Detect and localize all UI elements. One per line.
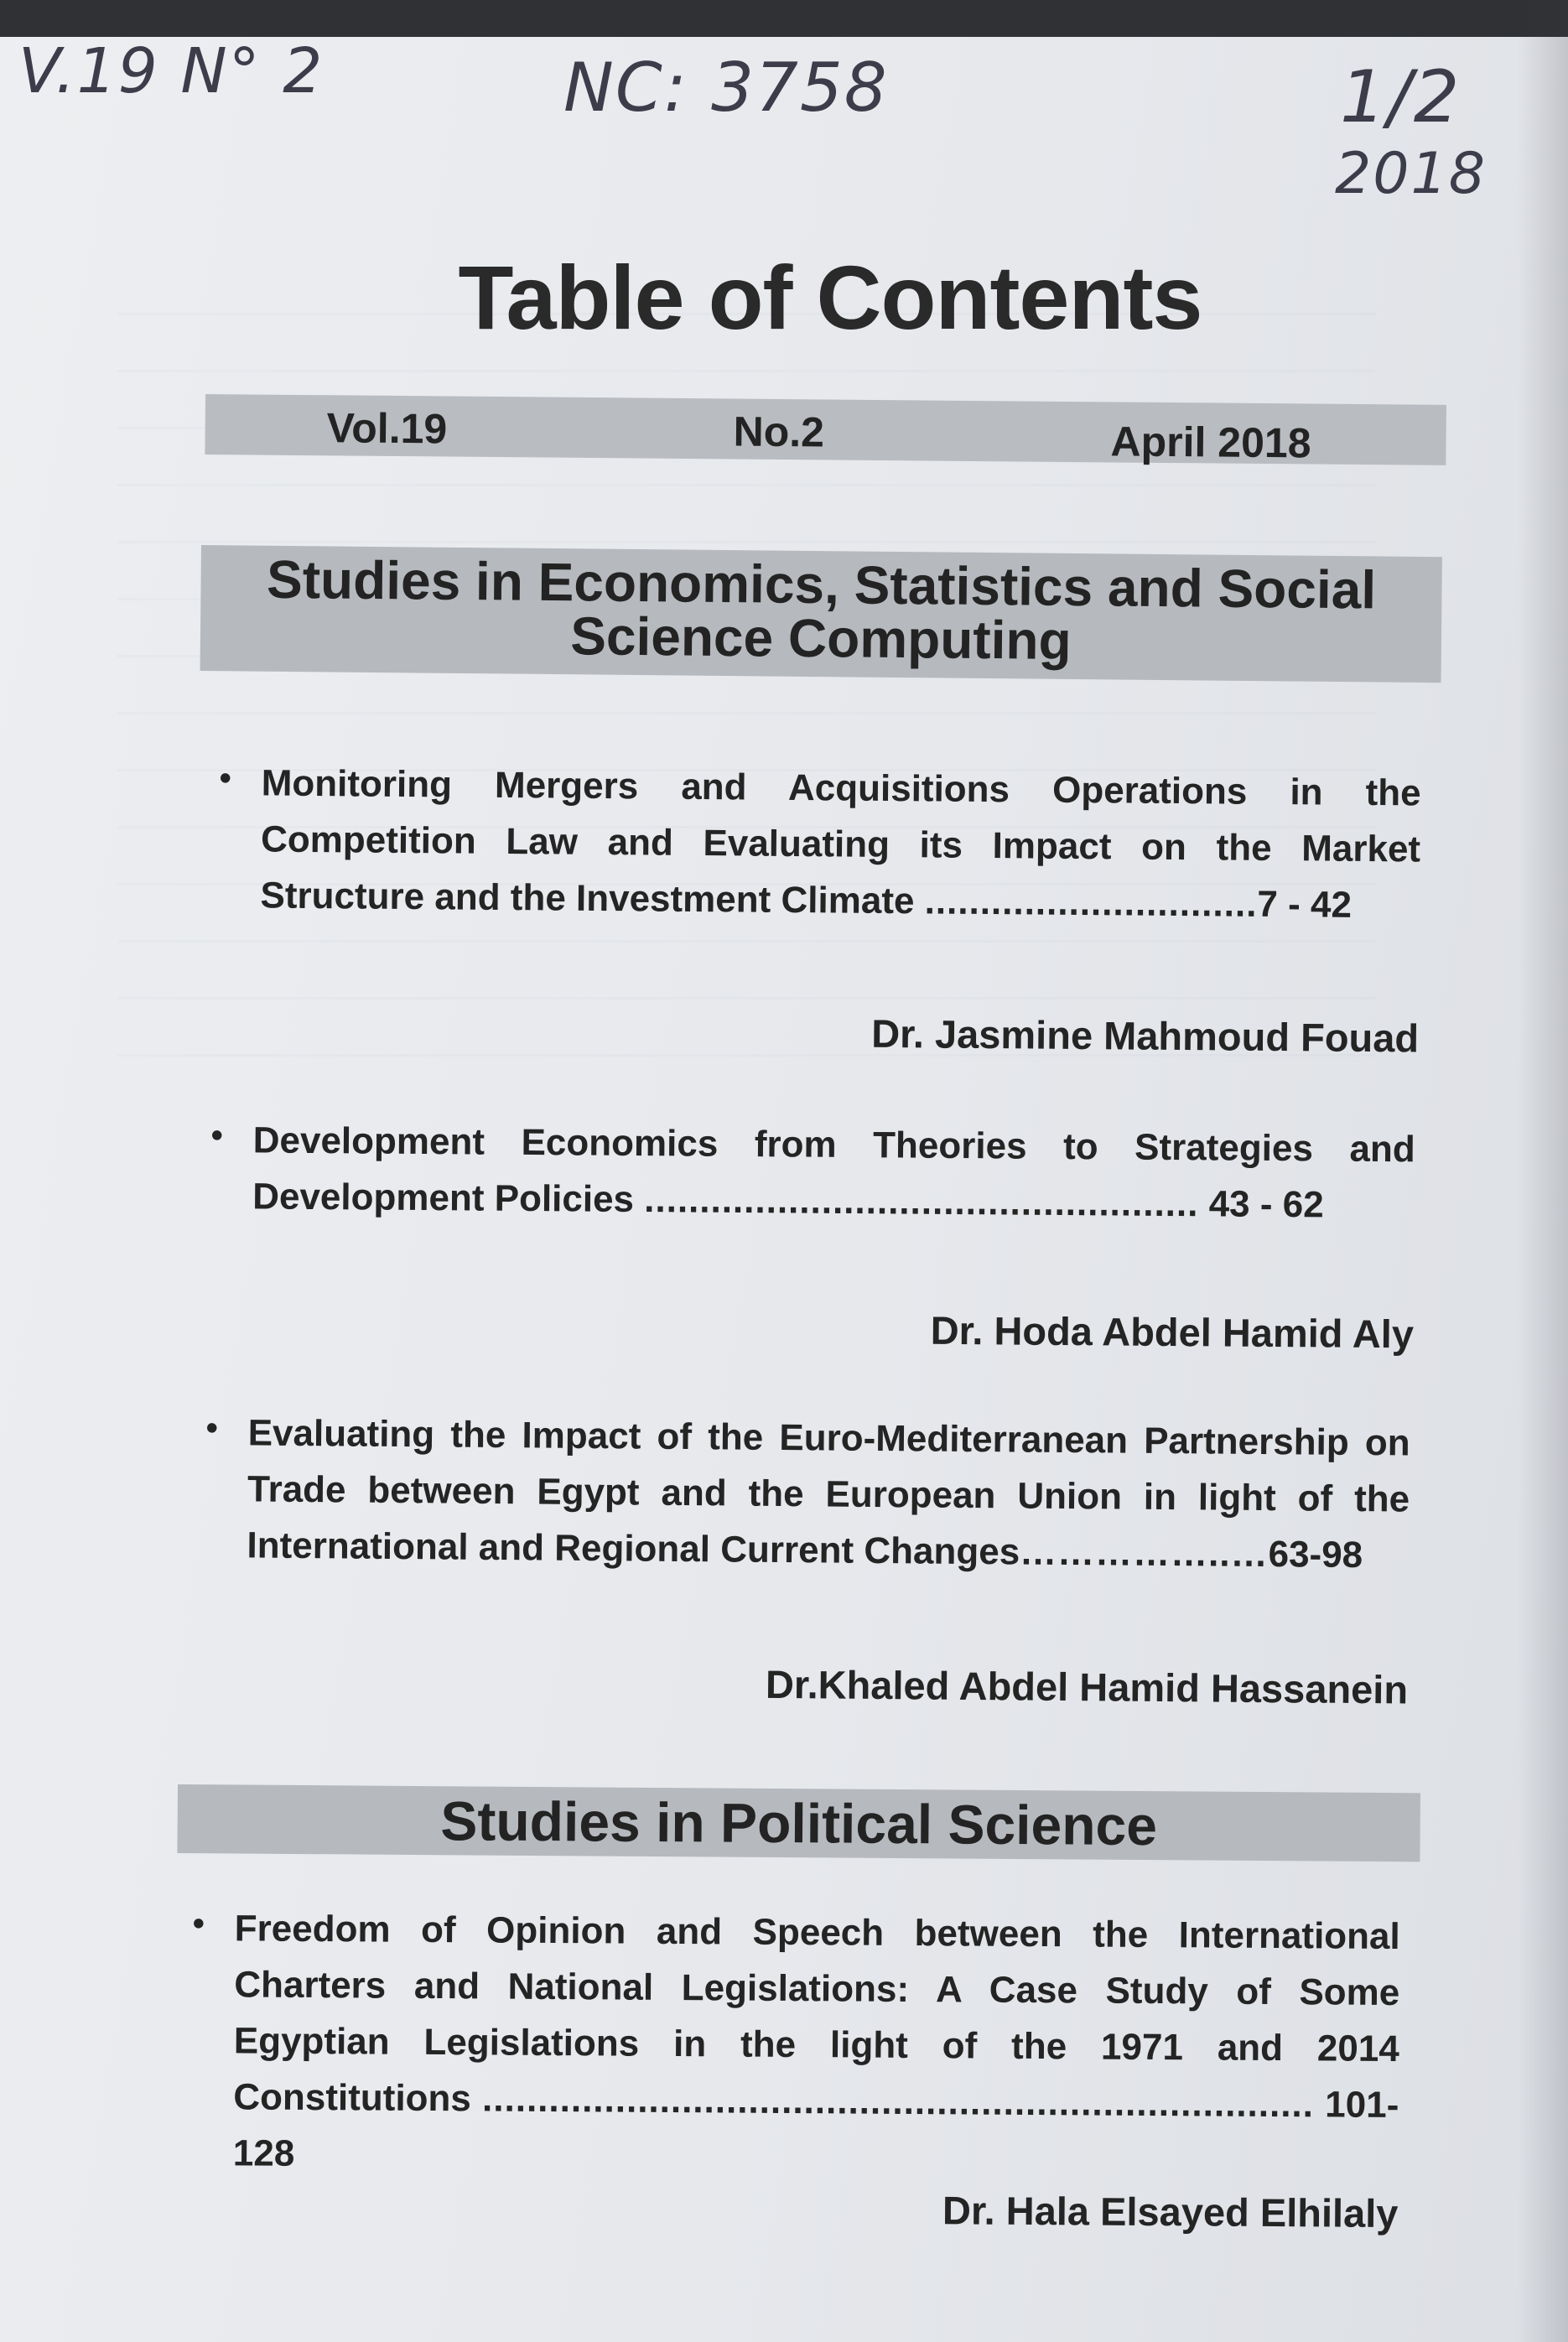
article-author: Dr.Khaled Abdel Hamid Hassanein: [765, 1661, 1409, 1712]
bullet-icon: •: [219, 759, 231, 797]
issue-number: No.2: [733, 408, 825, 456]
issue-volume: Vol.19: [326, 404, 448, 453]
issue-date: April 2018: [1110, 418, 1311, 467]
page-range: 101- 128: [232, 2084, 1399, 2174]
issue-info-bar: [205, 394, 1446, 465]
page-range: 43 - 62: [1198, 1183, 1324, 1226]
page-range: 7 - 42: [1257, 883, 1353, 926]
toc-entry[interactable]: [192, 1900, 1400, 2236]
article-title: Monitoring Mergers and Acquisitions Operations in the Competition Law and Evaluating its Impact on the Market Structure and the Investment Climate ..............................7 - 42: [260, 762, 1421, 926]
handwritten-year-note: 2018: [1335, 141, 1488, 207]
handwritten-issue-note: 1/2: [1340, 55, 1462, 139]
article-author: Dr. Hoda Abdel Hamid Aly: [930, 1307, 1415, 1357]
section-header-economics: [200, 545, 1442, 683]
dot-leader: ……………..…: [1019, 1531, 1269, 1576]
article-title: Development Economics from Theories to Strategies and Development Policies .................................................. 43 - 62: [252, 1119, 1415, 1226]
dot-leader: ...........................................................................: [481, 2078, 1315, 2126]
article-author: Dr. Hala Elsayed Elhilaly: [942, 2188, 1399, 2236]
toc-entry[interactable]: [210, 1112, 1415, 1357]
page-range: 63-98: [1268, 1534, 1363, 1576]
section-header-political-science: [177, 1784, 1420, 1862]
page-title: Table of Contents: [458, 247, 1202, 349]
section-title: Studies in Political Science: [440, 1789, 1158, 1857]
bullet-icon: •: [205, 1409, 218, 1447]
article-title: Freedom of Opinion and Speech between the International Charters and National Legislations: A Case Study of Some Egyptian Legislations in the light of the 1971 and 2014 Constitutions ........................................................................... 101- 128: [232, 1908, 1400, 2174]
section-title: Studies in Economics, Statistics and Social Science Computing: [266, 548, 1377, 671]
article-title: Evaluating the Impact of the Euro-Mediterranean Partnership on Trade between Egypt and the European Union in light of the International and Regional Current Changes……………..…63-98: [247, 1412, 1410, 1576]
toc-entry[interactable]: [205, 1405, 1410, 1712]
scan-top-edge: [0, 0, 1568, 37]
bullet-icon: •: [192, 1904, 205, 1943]
dot-leader: ..................................................: [644, 1179, 1199, 1225]
article-author: Dr. Jasmine Mahmoud Fouad: [871, 1010, 1420, 1061]
handwritten-nc-note: NC: 3758: [563, 49, 889, 127]
page-binding-shadow: [1518, 0, 1568, 2342]
dot-leader: ..............................: [924, 880, 1258, 925]
bullet-icon: •: [210, 1116, 223, 1155]
handwritten-volume-note: V.19 N° 2: [18, 35, 325, 107]
